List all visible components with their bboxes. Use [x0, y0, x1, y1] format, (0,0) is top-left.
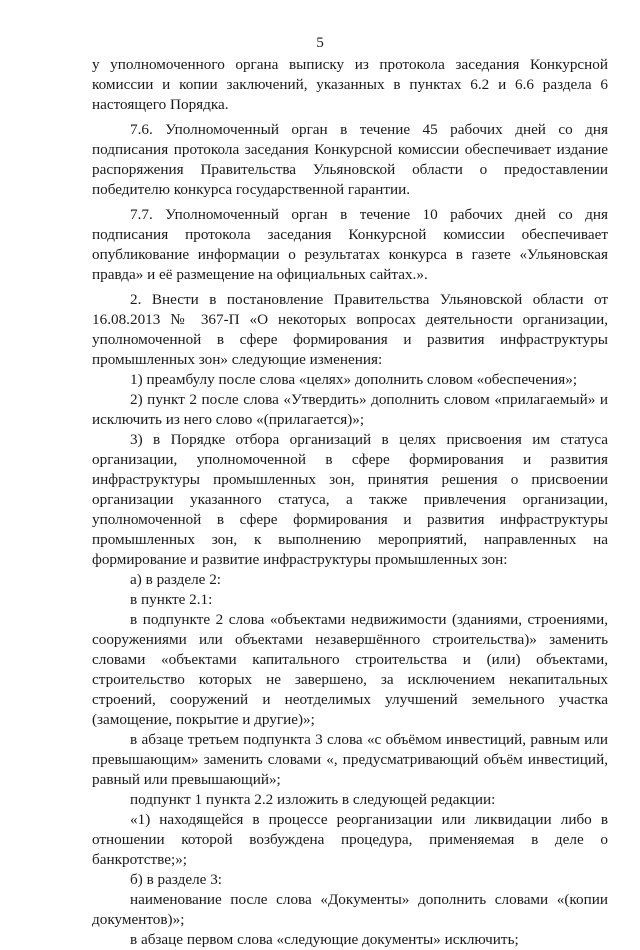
paragraph: в пункте 2.1: [130, 591, 213, 608]
paragraph: у уполномоченного органа выписку из протокола заседания Конкурсной комиссии и копии заключений, указанных в пунктах 6.2 и 6.6 раздела 6 настоящего Порядка. [92, 56, 608, 113]
paragraph: в абзаце третьем подпункта 3 слова «с объёмом инвестиций, равным или превышающим» заменить словами «, предусматривающий объём инвестиций, равный или превышающий»; [92, 731, 608, 788]
paragraph: наименование после слова «Документы» дополнить словами «(копии документов)»; [92, 891, 608, 928]
paragraph: 1) преамбулу после слова «целях» дополнить словом «обеспечения»; [130, 371, 578, 388]
page-number: 5 [316, 34, 324, 51]
paragraph: 7.6. Уполномоченный орган в течение 45 рабочих дней со дня подписания протокола заседания Конкурсной комиссии обеспечивает издание распоряжения Правительства Ульяновской области о предоставлении победителю конкурса государственной гарантии. [92, 121, 608, 198]
paragraph: 2. Внести в постановление Правительства Ульяновской области от 16.08.2013 № 367-П «О некоторых вопросах деятельности организации, уполномоченной в сфере формирования и развития инфраструктуры промышленных зон» следующие изменения: [92, 291, 608, 368]
paragraph: в подпункте 2 слова «объектами недвижимости (зданиями, строениями, сооружениями или объектами незавершённого строительства)» заменить словами «объектами капитального строительства и (или) объектами, строительство которых не завершено, за исключением некапитальных строений, сооружений и неотделимых улучшений земельного участка (замощение, покрытие и другие)»; [92, 611, 608, 728]
paragraph: «1) находящейся в процессе реорганизации или ликвидации либо в отношении которой возбуждена процедура, применяемая в деле о банкротстве;»; [92, 811, 608, 868]
paragraph: а) в разделе 2: [130, 571, 222, 588]
paragraph: 2) пункт 2 после слова «Утвердить» дополнить словом «прилагаемый» и исключить из него слово «(прилагается)»; [92, 391, 608, 428]
paragraph: в абзаце первом слова «следующие документы» исключить; [130, 931, 519, 948]
document-body [92, 55, 608, 950]
paragraph: 3) в Порядке отбора организаций в целях присвоения им статуса организации, уполномоченной в сфере формирования и развития инфраструктуры промышленных зон, принятия решения о присвоении организации указанного статуса, а также привлечения организации, уполномоченной в сфере формирования и развития инфраструктуры промышленных зон, к выполнению мероприятий, направленных на формирование и развитие инфраструктуры промышленных зон: [92, 431, 608, 568]
paragraph: б) в разделе 3: [130, 871, 223, 888]
paragraph: подпункт 1 пункта 2.2 изложить в следующей редакции: [130, 791, 496, 808]
paragraph: 7.7. Уполномоченный орган в течение 10 рабочих дней со дня подписания протокола заседания Конкурсной комиссии обеспечивает опубликование информации о результатах конкурса в газете «Ульяновская правда» и её размещение на официальных сайтах.». [92, 206, 608, 283]
